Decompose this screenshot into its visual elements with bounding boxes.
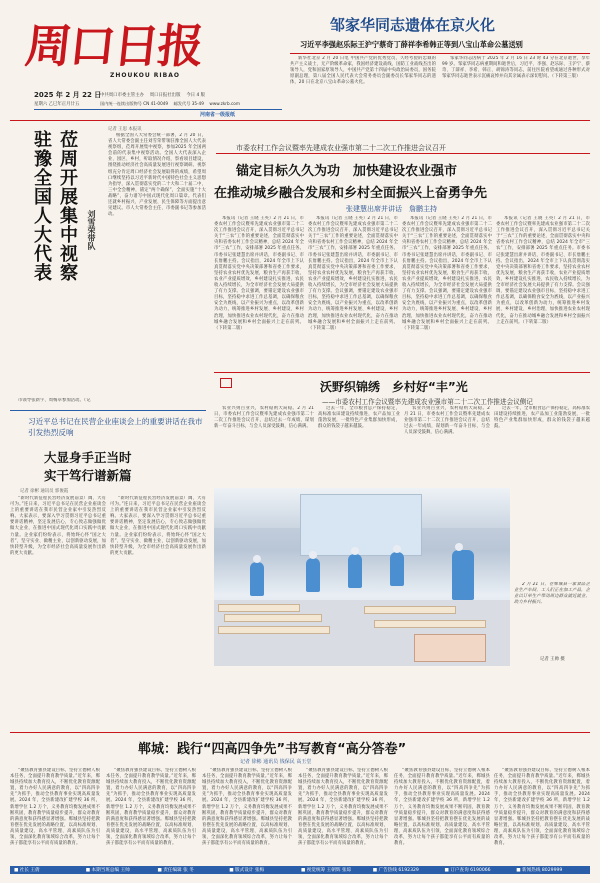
- top-story-body-left: [290, 56, 436, 110]
- masthead-meta: [34, 101, 79, 107]
- top-story-body-left-text: 新华社北京 2 月 20 日电 中国共产党的优秀党员，久经考验的忠诚的共产主义战士，无产阶级革命家，我国经济建设战线、国防工业战线杰出的领导人，党和国家原领导人，中国共产党第十四届中央政治局委员，国务院原副总理，第八届全国人民代表大会常务委员会副委员长邹家华同志的遗体，20 日在北京八宝山革命公墓火化。: [290, 56, 436, 86]
- rural-headline-2: 在推动城乡融合发展和乡村全面振兴上奋勇争先: [214, 186, 488, 201]
- textile-body-text-1: 农业兴则百业兴，农村稳则大局稳。2 月 21 日，市委农村工作会议暨率先建成农业强市第二十二次工作推进会议召开，总结过去一年成绩，谋划新一年奋斗目标，与会人员深受鼓舞，信心满满。: [214, 406, 314, 430]
- npc-headline-col2: 驻豫全国人大代表: [31, 130, 52, 282]
- dancheng-body-col1: [10, 768, 100, 860]
- photo-credit: 记者 王帅 摄: [540, 657, 565, 662]
- rural-body-text-4: 本报讯（记者 王晓 王英）2 月 21 日，市委农村工作会议暨率先建成农业强市第二十二次工作推进会议召开，深入贯彻习近平总书记关于“三农”工作的重要论述，全面贯彻落实中央和省委农村工作会议精神，总结 2024 年全市“三农”工作，安排部署 2025 年重点任务。市委书记张建慧出席并讲话，市委副书记、市长詹鹏主持。会议指出，2024 年全市上下认真贯彻落实党中央决策部署和省委工作要求，坚持农业农村优先发展，粮食生产再获丰收，农业产业提质增效，乡村建设扎实推进，农民收入持续增长，为全市经济社会发展大局提供了有力支撑。会议强调，要锚定建设农业强市目标，坚持稳中求进工作总基调，以确保粮食安全为底线，以产业振兴为重点，以改革创新为动力，统筹推进乡村发展、乡村建设、乡村治理，加快推进农业农村现代化，奋力在推动城乡融合发展和乡村全面振兴上走在前列。（下转第二版）: [496, 216, 590, 325]
- dancheng-body-text-3: “聚焦教育强县建设目标，坚持立德树人根本任务，全面提升教育教学质量。”近年来，郸城县持续加大教育投入，不断优化教育资源配置，着力办好人民满意的教育，以“四高四争先”为抓手，推动全县教育事业实现高质量发展。2024 年，全县新建改扩建学校 36 所，新增学位 1.2 万个，义务教育均衡发展成果不断巩固，教育教学质量稳步提升，群众对教育的满意度和获得感显著增强。郸城县坚持把教育摆在优先发展的战略位置，以高标准规划、高质量建设、高水平管理、高素质队伍为引领，全面深化教育领域综合改革，努力让每个孩子都能享有公平而有质量的教育。: [202, 768, 292, 847]
- dancheng-body-col3: [202, 768, 292, 860]
- top-story-headline: 邹家华同志遗体在京火化: [330, 16, 496, 34]
- rural-body-col2: [308, 216, 398, 368]
- photo-window: [300, 494, 422, 556]
- footer-item: ■ 视觉统筹 王朝辉 张琼: [301, 868, 352, 873]
- website-link[interactable]: www.zkrb.com: [209, 101, 240, 106]
- top-story-body-right: [442, 56, 590, 110]
- dancheng-body-text-5: “聚焦教育强县建设目标，坚持立德树人根本任务，全面提升教育教学质量。”近年来，郸城县持续加大教育投入，不断优化教育资源配置，着力办好人民满意的教育，以“四高四争先”为抓手，推动全县教育事业实现高质量发展。2024 年，全县新建改扩建学校 36 所，新增学位 1.2 万个，义务教育均衡发展成果不断巩固，教育教学质量稳步提升，群众对教育的满意度和获得感显著增强。郸城县坚持把教育摆在优先发展的战略位置，以高标准规划、高质量建设、高水平管理、高素质队伍为引领，全面深化教育领域综合改革，努力让每个孩子都能享有公平而有质量的教育。: [394, 768, 490, 847]
- footer-item: ■ 广告热线 6192329: [372, 868, 419, 873]
- footer-item: ■ 责任编辑 张 冬: [157, 868, 194, 873]
- npc-leader: 刘雪荣带队: [87, 210, 96, 250]
- rural-body-text-1: 本报讯（记者 王晓 王英）2 月 21 日，市委农村工作会议暨率先建成农业强市第二十二次工作推进会议召开，深入贯彻习近平总书记关于“三农”工作的重要论述，全面贯彻落实中央和省委农村工作会议精神，总结 2024 年全市“三农”工作，安排部署 2025 年重点任务。市委书记张建慧出席并讲话，市委副书记、市长詹鹏主持。会议指出，2024 年全市上下认真贯彻落实党中央决策部署和省委工作要求，坚持农业农村优先发展，粮食生产再获丰收，农业产业提质增效，乡村建设扎实推进，农民收入持续增长，为全市经济社会发展大局提供了有力支撑。会议强调，要锚定建设农业强市目标，坚持稳中求进工作总基调，以确保粮食安全为底线，以产业振兴为重点，以改革创新为动力，统筹推进乡村发展、乡村建设、乡村治理，加快推进农业农村现代化，奋力在推动城乡融合发展和乡村全面振兴上走在前列。（下转第二版）: [214, 216, 304, 331]
- textile-body-col3: [404, 406, 490, 486]
- textile-body-col4: [494, 406, 590, 486]
- textile-body-text-2: 过去一年，全市粮食总产保持稳定，高标准农田建设持续推进，农产品加工业蓬勃发展，一批特色产业集群加快形成，群众的钱袋子越来越鼓。: [318, 406, 400, 430]
- npc-footnote-text: 市领导张新宇、周梅卓参加活动。（记: [18, 398, 91, 403]
- cn-number: 国内统一连续出版物号 CN 41-0049: [100, 101, 169, 106]
- rural-body-col3: [402, 216, 492, 368]
- dancheng-body-col2: [106, 768, 196, 860]
- npc-body: [108, 133, 206, 395]
- product-tray-2: [224, 614, 322, 622]
- rural-kicker-rule: [216, 153, 590, 154]
- top-story-subhead: 习近平李强赵乐际王沪宁蔡奇丁薛祥李希韩正等到八宝山革命公墓送别: [300, 40, 523, 49]
- masthead-rule: [34, 109, 282, 110]
- top-story-rule: [290, 53, 590, 54]
- dancheng-body-col5: [394, 768, 490, 860]
- photo-caption-text: 2 月 21 日，在郸城县一家食品企业生产车间，工人们正在加工产品，企业以订单生产带动周边群众就近就业，助力乡村振兴。: [514, 582, 590, 606]
- rural-body-text-3: 本报讯（记者 王晓 王英）2 月 21 日，市委农村工作会议暨率先建成农业强市第二十二次工作推进会议召开，深入贯彻习近平总书记关于“三农”工作的重要论述，全面贯彻落实中央和省委农村工作会议精神，总结 2024 年全市“三农”工作，安排部署 2025 年重点任务。市委书记张建慧出席并讲话，市委副书记、市长詹鹏主持。会议指出，2024 年全市上下认真贯彻落实党中央决策部署和省委工作要求，坚持农业农村优先发展，粮食生产再获丰收，农业产业提质增效，乡村建设扎实推进，农民收入持续增长，为全市经济社会发展大局提供了有力支撑。会议强调，要锚定建设农业强市目标，坚持稳中求进工作总基调，以确保粮食安全为底线，以产业振兴为重点，以改革创新为动力，统筹推进乡村发展、乡村建设、乡村治理，加快推进农业农村现代化，奋力在推动城乡融合发展和乡村全面振兴上走在前列。（下转第二版）: [402, 216, 492, 331]
- worker-4: [390, 552, 404, 586]
- npc-byline: 记者 王思 本报讯: [108, 127, 142, 132]
- xi-body-text-1: “新时代新征程民营经济发展前景广阔、大有可为。”连日来，习近平总书记在民营企业座谈会上的重要讲话在我市民营企业家中引发热烈反响。大家表示，要深入学习贯彻习近平总书记重要讲话精神，坚定发展信心，专心致志做强做优做大企业，在推进中国式现代化周口实践中贡献力量。企业家们纷纷表示，将始终心怀“国之大者”，坚守实业、做精主业，以创新驱动发展，加快转型升级，为全市经济社会高质量发展作出新的更大贡献。: [10, 496, 106, 556]
- factory-photo: [214, 488, 510, 666]
- worker-2: [306, 558, 320, 592]
- npc-footnote: [10, 398, 206, 406]
- npc-headline-col1: 莅周开展集中视察: [57, 130, 78, 282]
- textile-body-text-3: 农业兴则百业兴，农村稳则大局稳。2 月 21 日，市委农村工作会议暨率先建成农业强市第二十二次工作推进会议召开，总结过去一年成绩，谋划新一年奋斗目标，与会人员深受鼓舞，信心满满。: [404, 406, 490, 436]
- xi-body-col1: [10, 496, 106, 728]
- xi-headline-big-1: 大显身手正当时: [44, 450, 132, 465]
- dancheng-rule-top: [10, 732, 590, 733]
- lunar-date: 乙巳年正月廿五: [48, 102, 80, 107]
- dancheng-body-text-1: “聚焦教育强县建设目标，坚持立德树人根本任务，全面提升教育教学质量。”近年来，郸城县持续加大教育投入，不断优化教育资源配置，着力办好人民满意的教育，以“四高四争先”为抓手，推动全县教育事业实现高质量发展。2024 年，全县新建改扩建学校 36 所，新增学位 1.2 万个，义务教育均衡发展成果不断巩固，教育教学质量稳步提升，群众对教育的满意度和获得感显著增强。郸城县坚持把教育摆在优先发展的战略位置，以高标准规划、高质量建设、高水平管理、高素质队伍为引领，全面深化教育领域综合改革，努力让每个孩子都能享有公平而有质量的教育。: [10, 768, 100, 847]
- xi-byline: 记者 徐彬 通讯员 郭俊霞: [20, 489, 69, 494]
- top-story-body-right-text: 邹家华同志因病于 2025 年 2 月 16 日 23 时 43 分在北京逝世，享年 99 岁。邹家华同志病重期间和逝世后，习近平、李强、赵乐际、王沪宁、蔡奇、丁薛祥、李希、韩正、胡锦涛等同志，前往医院看望或通过各种形式对邹家华同志逝世表示沉痛哀悼并向其亲属表示深切慰问。（下转第三版）: [442, 56, 590, 80]
- section-rule-mid: [214, 372, 590, 373]
- photo-box: [414, 634, 486, 662]
- publisher-1: 中共周口市委主管主办: [100, 93, 144, 98]
- masthead-date: [34, 90, 101, 100]
- dancheng-body-text-4: “聚焦教育强县建设目标，坚持立德树人根本任务，全面提升教育教学质量。”近年来，郸城县持续加大教育投入，不断优化教育资源配置，着力办好人民满意的教育，以“四高四争先”为抓手，推动全县教育事业实现高质量发展。2024 年，全县新建改扩建学校 36 所，新增学位 1.2 万个，义务教育均衡发展成果不断巩固，教育教学质量稳步提升，群众对教育的满意度和获得感显著增强。郸城县坚持把教育摆在优先发展的战略位置，以高标准规划、高质量建设、高水平管理、高素质队伍为引领，全面深化教育领域综合改革，努力让每个孩子都能享有公平而有质量的教育。: [298, 768, 388, 847]
- zone-label: 河南省一级报纸: [200, 112, 236, 118]
- rural-headline-1: 锚定目标久久为功 加快建设农业强市: [236, 164, 458, 179]
- footer-item: ■ 订户查询 6190066: [444, 868, 491, 873]
- worker-3: [348, 554, 362, 588]
- footer-item: ■ 本期当班总编 王帅: [85, 868, 130, 873]
- dancheng-headline: 郸城：践行“四高四争先”书写教育“高分答卷”: [138, 742, 407, 757]
- weekday: 星期六: [34, 102, 48, 107]
- dancheng-body-col6: [494, 768, 590, 860]
- rural-presenters: 张建慧出席并讲话 詹鹏主持: [346, 205, 437, 213]
- footer-item: ■ 新闻热线 8029999: [516, 868, 563, 873]
- masthead-publisher-line: [100, 92, 205, 98]
- dancheng-body-col4: [298, 768, 388, 860]
- section-rule-top: [10, 120, 590, 121]
- rural-body-col4: [496, 216, 590, 368]
- masthead-registry-line: [100, 101, 240, 107]
- worker-5: [452, 550, 474, 600]
- textile-body-text-4: 过去一年，全市粮食总产保持稳定，高标准农田建设持续推进，农产品加工业蓬勃发展，一批特色产业集群加快形成，群众的钱袋子越来越鼓。: [494, 406, 590, 430]
- product-tray-4: [364, 606, 456, 614]
- product-tray-1: [218, 604, 300, 612]
- product-tray-3: [218, 626, 330, 634]
- left-col-divider: [10, 410, 206, 411]
- postal-code: 邮发代号 35-49: [173, 101, 204, 106]
- dancheng-body-text-6: “聚焦教育强县建设目标，坚持立德树人根本任务，全面提升教育教学质量。”近年来，郸城县持续加大教育投入，不断优化教育资源配置，着力办好人民满意的教育，以“四高四争先”为抓手，推动全县教育事业实现高质量发展。2024 年，全县新建改扩建学校 36 所，新增学位 1.2 万个，义务教育均衡发展成果不断巩固，教育教学质量稳步提升，群众对教育的满意度和获得感显著增强。郸城县坚持把教育摆在优先发展的战略位置，以高标准规划、高质量建设、高水平管理、高素质队伍为引领，全面深化教育领域综合改革，努力让每个孩子都能享有公平而有质量的教育。: [494, 768, 590, 847]
- masthead-logo: 周口日报: [22, 19, 205, 73]
- issue-date: 2025 年 2 月 22 日: [34, 91, 102, 99]
- product-tray-5: [374, 620, 486, 628]
- footer-item: ■ 版式设计 张梅: [229, 868, 265, 873]
- textile-body-col2: [318, 406, 400, 486]
- photo-caption: [514, 582, 590, 652]
- rural-kicker: 市委农村工作会议暨率先建成农业强市第二十二次工作推进会议召开: [236, 144, 446, 152]
- textile-subhead: ——市委农村工作会议暨率先建成农业强市第二十二次工作推进会议侧记: [322, 398, 533, 406]
- rural-body-text-2: 本报讯（记者 王晓 王英）2 月 21 日，市委农村工作会议暨率先建成农业强市第二十二次工作推进会议召开，深入贯彻习近平总书记关于“三农”工作的重要论述，全面贯彻落实中央和省委农村工作会议精神，总结 2024 年全市“三农”工作，安排部署 2025 年重点任务。市委书记张建慧出席并讲话，市委副书记、市长詹鹏主持。会议指出，2024 年全市上下认真贯彻落实党中央决策部署和省委工作要求，坚持农业农村优先发展，粮食生产再获丰收，农业产业提质增效，乡村建设扎实推进，农民收入持续增长，为全市经济社会发展大局提供了有力支撑。会议强调，要锚定建设农业强市目标，坚持稳中求进工作总基调，以确保粮食安全为底线，以产业振兴为重点，以改革创新为动力，统筹推进乡村发展、乡村建设、乡村治理，加快推进农业农村现代化，奋力在推动城乡融合发展和乡村全面振兴上走在前列。（下转第二版）: [308, 216, 398, 331]
- xi-body-col2: [110, 496, 206, 728]
- zone-badge: [200, 111, 235, 118]
- textile-body-col1: [214, 406, 314, 486]
- xi-body-text-2: “新时代新征程民营经济发展前景广阔、大有可为。”连日来，习近平总书记在民营企业座谈会上的重要讲话在我市民营企业家中引发热烈反响。大家表示，要深入学习贯彻习近平总书记重要讲话精神，坚定发展信心，专心致志做强做优做大企业，在推进中国式现代化周口实践中贡献力量。企业家们纷纷表示，将始终心怀“国之大者”，坚守实业、做精主业，以创新驱动发展，加快转型升级，为全市经济社会高质量发展作出新的更大贡献。: [110, 496, 206, 556]
- publisher-2: 周口日报社出版: [149, 93, 181, 98]
- xi-headline-small: 习近平总书记在民营企业座谈会上的重要讲话在我市引发热烈反响: [28, 417, 203, 437]
- textile-headline: 沃野织锦绣 乡村好“丰”光: [320, 380, 468, 394]
- rural-body-col1: [214, 216, 304, 368]
- page-count: 今日 4 版: [186, 93, 206, 98]
- footer-item: ■ 社长 王倩: [14, 868, 40, 873]
- textile-flag-icon: [220, 378, 232, 388]
- worker-1: [250, 562, 264, 596]
- xi-headline-big-2: 实干笃行谱新篇: [44, 468, 132, 483]
- dancheng-body-text-2: “聚焦教育强县建设目标，坚持立德树人根本任务，全面提升教育教学质量。”近年来，郸城县持续加大教育投入，不断优化教育资源配置，着力办好人民满意的教育，以“四高四争先”为抓手，推动全县教育事业实现高质量发展。2024 年，全县新建改扩建学校 36 所，新增学位 1.2 万个，义务教育均衡发展成果不断巩固，教育教学质量稳步提升，群众对教育的满意度和获得感显著增强。郸城县坚持把教育摆在优先发展的战略位置，以高标准规划、高质量建设、高水平管理、高素质队伍为引领，全面深化教育领域综合改革，努力让每个孩子都能享有公平而有质量的教育。: [106, 768, 196, 847]
- masthead-pinyin: ZHOUKOU RIBAO: [110, 72, 180, 79]
- dancheng-byline: 记者 徐彬 通讯员 钱保民 高玉堂: [240, 759, 312, 765]
- npc-body-text: 根据全国人大常委会统一部署，2 月 20 日，省人大常委会副主任刘雪荣带领驻豫全国人大代表视察组，莅周开展集中视察，参加2025 年全国两会前的代表集中视察活动。全国人大代表深入企业、园区、乡村，听取情况介绍，察看项目建设，围绕推动经济社会高质量发展进行视察调研。视察组充分肯定周口经济社会发展取得的成绩，希望周口继续坚持以习近平新时代中国特色社会主义思想为指导，深入贯彻落实党的二十大和二十届二中、三中全会精神，锚定“两个确保”，全面实施“十大战略”，奋力谱写中国式现代化周口篇章。代表们还就乡村振兴、产业发展、民生保障等方面提出意见建议。市人大常委会主任、市委副书记等参加活动。: [108, 133, 206, 218]
